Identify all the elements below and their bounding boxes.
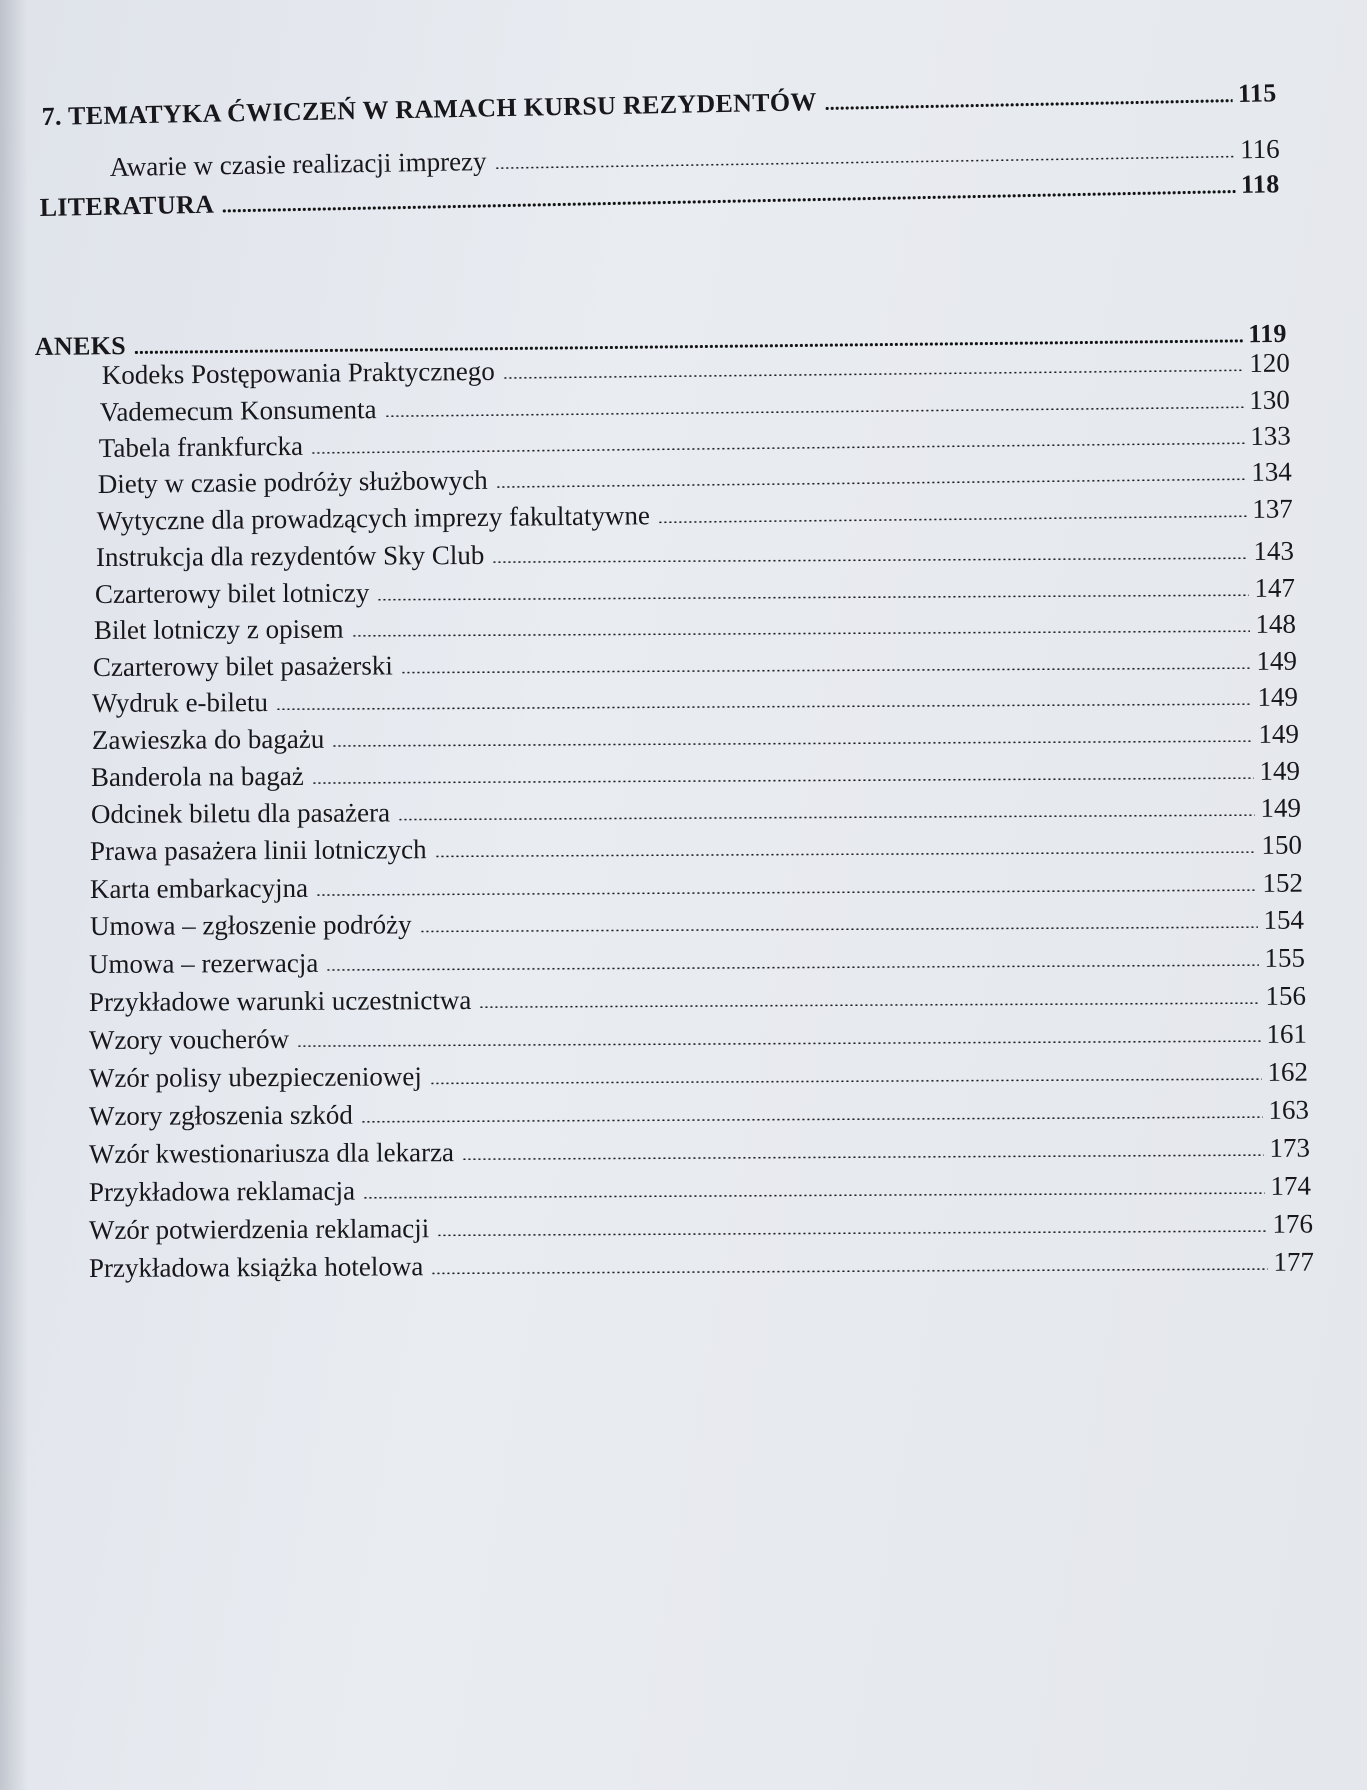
toc-entry-page: 174 — [1270, 1170, 1311, 1201]
dot-leader — [361, 1116, 1263, 1123]
toc-entry-page: 155 — [1264, 942, 1305, 973]
toc-entry-title: Wzór polisy ubezpieczeniowej — [88, 1061, 422, 1093]
dot-leader — [495, 155, 1235, 169]
toc-entry-page: 119 — [1248, 318, 1287, 349]
dot-leader — [377, 594, 1248, 601]
toc-entry-title: ANEKS — [34, 331, 127, 362]
toc-entry-page: 130 — [1249, 384, 1290, 415]
toc-entry-title: Tabela frankfurcka — [98, 430, 304, 463]
dot-leader — [352, 630, 1250, 637]
dot-leader — [658, 515, 1246, 523]
toc-entry-page: 163 — [1268, 1094, 1309, 1125]
toc-entry-title: Wzory zgłoszenia szkód — [88, 1099, 353, 1131]
toc-entry-title: 7. TEMATYKA ĆWICZEŃ W RAMACH KURSU REZYDENTÓW — [41, 87, 817, 132]
toc-entry-title: Prawa pasażera linii lotniczych — [89, 834, 427, 866]
toc-entry-page: 118 — [1240, 169, 1280, 199]
dot-leader — [316, 889, 1256, 896]
toc-entry-annex[interactable] — [98, 454, 1292, 499]
toc-entry-page: 177 — [1273, 1246, 1314, 1277]
toc-entry-page: 173 — [1269, 1132, 1310, 1163]
toc-entry-title: Karta embarkacyjna — [89, 872, 309, 904]
toc-entry-title: Wytyczne dla prowadzących imprezy fakultatywne — [96, 500, 651, 536]
toc-entry-page: 133 — [1250, 420, 1291, 451]
dot-leader — [503, 369, 1244, 379]
toc-entry-page: 137 — [1252, 493, 1293, 524]
toc-entry-page: 143 — [1253, 535, 1294, 566]
toc-entry-annex[interactable] — [89, 1131, 1310, 1169]
toc-entry-annex[interactable] — [89, 979, 1306, 1017]
dot-leader — [431, 1268, 1267, 1274]
toc-entry-title: Vademecum Konsumenta — [99, 394, 377, 427]
toc-entry-annex[interactable] — [90, 903, 1304, 941]
dot-leader — [496, 478, 1246, 488]
toc-entry-page: 161 — [1266, 1018, 1307, 1049]
toc-entry-title: Umowa – zgłoszenie podróży — [89, 909, 412, 941]
dot-leader — [222, 190, 1235, 212]
toc-entry-page: 149 — [1256, 645, 1297, 676]
toc-entry-title: Przykładowa książka hotelowa — [88, 1251, 424, 1283]
toc-entry-annex[interactable] — [89, 941, 1305, 979]
toc-entry-page: 156 — [1265, 980, 1306, 1011]
dot-leader — [437, 1230, 1266, 1236]
dot-leader — [276, 703, 1251, 710]
toc-entry-title: Kodeks Postępowania Praktycznego — [101, 355, 495, 390]
dot-leader — [462, 1154, 1263, 1160]
dot-leader — [398, 814, 1254, 820]
toc-entry-page: 149 — [1259, 755, 1300, 786]
toc-entry-page: 149 — [1257, 681, 1298, 712]
toc-entry-title: Awarie w czasie realizacji imprezy — [109, 146, 487, 182]
toc-entry-annex[interactable] — [89, 1169, 1311, 1207]
toc-entry-section-7[interactable] — [41, 76, 1276, 132]
dot-leader — [401, 667, 1251, 673]
toc-entry-annex[interactable] — [97, 491, 1293, 536]
toc-entry-page: 115 — [1237, 78, 1277, 109]
toc-entry-annex[interactable] — [89, 1055, 1308, 1093]
toc-entry-title: Czarterowy bilet lotniczy — [94, 577, 370, 609]
toc-entry-annex[interactable] — [90, 866, 1303, 904]
toc-entry-annex[interactable] — [91, 791, 1301, 829]
dot-leader — [492, 557, 1247, 563]
toc-entry-title: Diety w czasie podróży służbowych — [97, 464, 488, 499]
dot-leader — [363, 1192, 1264, 1199]
toc-entry-page: 149 — [1258, 718, 1299, 749]
toc-entry-title: Wzory voucherów — [88, 1023, 290, 1055]
toc-entry-page: 149 — [1260, 792, 1301, 823]
toc-entry-annex[interactable] — [96, 534, 1294, 572]
dot-leader — [435, 851, 1256, 857]
toc-entry-title: Wzór kwestionariusza dla lekarza — [88, 1137, 455, 1169]
dot-leader — [385, 406, 1244, 417]
dot-leader — [420, 926, 1258, 932]
toc-entry-annex[interactable] — [91, 754, 1300, 792]
toc-entry-title: Umowa – rezerwacja — [88, 947, 319, 979]
toc-entry-title: Bilet lotniczy z opisem — [93, 613, 344, 645]
toc-entry-annex[interactable] — [90, 828, 1302, 866]
toc-entry-title: Zawieszka do bagażu — [91, 723, 325, 755]
toc-entry-title: LITERATURA — [39, 189, 215, 223]
toc-entry-page: 147 — [1254, 572, 1295, 603]
toc-entry-annex[interactable] — [89, 1017, 1307, 1055]
dot-leader — [332, 740, 1252, 747]
toc-entry-annex[interactable] — [89, 1207, 1313, 1245]
toc-entry-page: 134 — [1251, 456, 1292, 487]
toc-entry-page: 120 — [1249, 347, 1290, 378]
toc-entry-title: Przykładowa reklamacja — [88, 1175, 356, 1207]
toc-entry-page: 116 — [1239, 133, 1280, 165]
toc-entry-page: 150 — [1261, 829, 1302, 860]
toc-entry-title: Wydruk e-biletu — [91, 687, 269, 718]
dot-leader — [297, 1040, 1260, 1047]
toc-entry-title: Instrukcja dla rezydentów Sky Club — [95, 539, 485, 572]
toc-entry-annex[interactable] — [89, 1245, 1314, 1283]
dot-leader — [479, 1002, 1259, 1008]
toc-entry-annex[interactable] — [92, 717, 1299, 755]
toc-entry-annex[interactable] — [93, 644, 1297, 682]
dot-leader — [430, 1078, 1262, 1084]
toc-entry-page: 148 — [1255, 608, 1296, 639]
toc-entry-annex[interactable] — [89, 1093, 1309, 1131]
dot-leader — [311, 442, 1244, 454]
toc-entry-annex[interactable] — [94, 607, 1296, 645]
toc-entry-title: Czarterowy bilet pasażerski — [92, 650, 393, 682]
toc-entry-annex[interactable] — [92, 680, 1298, 718]
toc-entry-page: 162 — [1267, 1056, 1308, 1087]
toc-entry-title: Odcinek biletu dla pasażera — [90, 797, 391, 829]
toc-entry-annex[interactable] — [95, 571, 1295, 609]
toc-entry-title: Przykładowe warunki uczestnictwa — [88, 984, 472, 1017]
toc-entry-page: 152 — [1262, 867, 1303, 898]
toc-entry-page: 154 — [1263, 904, 1304, 935]
toc-entry-page: 176 — [1272, 1208, 1313, 1239]
dot-leader — [825, 99, 1232, 110]
dot-leader — [326, 964, 1258, 971]
toc-entry-title: Wzór potwierdzenia reklamacji — [88, 1213, 430, 1245]
toc-entry-title: Banderola na bagaż — [90, 760, 304, 792]
dot-leader — [312, 777, 1254, 784]
